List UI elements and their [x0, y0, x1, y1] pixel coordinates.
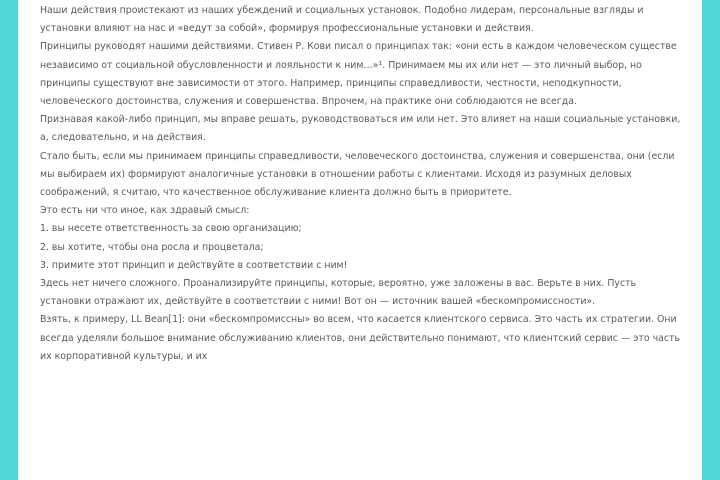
list-item-2: 2. вы хотите, чтобы она росла и процветала;: [40, 241, 264, 253]
list-item-1: 1. вы несете ответственность за свою организацию;: [40, 223, 302, 235]
document-body: [18, 0, 702, 366]
document-page: [18, 0, 702, 480]
paragraph-ll-bean: Взять, к примеру, LL Bean[1]: они «бескомпромиссны» во всем, что касается клиентского сервиса. Это часть их стратегии. Они всегда уделяли большое внимание обслуживанию клиентов, они действительно понимают, что клиентский сервис — это часть их корпоративной культуры, и их: [40, 314, 681, 362]
paragraph-common-sense: Это есть ни что иное, как здравый смысл:: [40, 205, 250, 217]
paragraph-service-priority: Стало быть, если мы принимаем принципы справедливости, человеческого достоинства, служения и совершенства, они (если мы выбираем их) формируют аналогичные установки в отношении работы с клиентами. Исходя из разумных деловых соображений, я считаю, что качественное обслуживание клиента должно быть в приоритете.: [40, 150, 675, 199]
paragraph-beliefs: Наши действия проистекают из наших убеждений и социальных установок. Подобно лидерам, персональные взгляды и установки влияют на нас и «ведут за собой», формируя профессиональные установки и действия.: [40, 5, 644, 35]
paragraph-principles: Принципы руководят нашими действиями. Стивен Р. Кови писал о принципах так: «они есть в каждом человеческом существе независимо от социальной обусловленности и лояльности к ним…»¹. Принимаем мы их или нет — это личный выбор, но принципы существуют вне зависимости от этого. Например, принципы справедливости, честности, неподкупности, человеческого достоинства, служения и совершенства. Впрочем, на практике они соблюдаются не всегда.: [40, 41, 677, 108]
paragraph-no-complexity: Здесь нет ничего сложного. Проанализируйте принципы, которые, вероятно, уже заложены в вас. Верьте в них. Пусть установки отражают их, действуйте в соответствии с ними! Вот он — источник вашей «бескомпромиссности».: [40, 278, 637, 308]
list-item-3: 3. примите этот принцип и действуйте в соответствии с ним!: [40, 259, 348, 271]
paragraph-choice: Признавая какой-либо принцип, мы вправе решать, руководствоваться им или нет. Это влияет на наши социальные установки, а, следовательно, и на действия.: [40, 114, 681, 144]
